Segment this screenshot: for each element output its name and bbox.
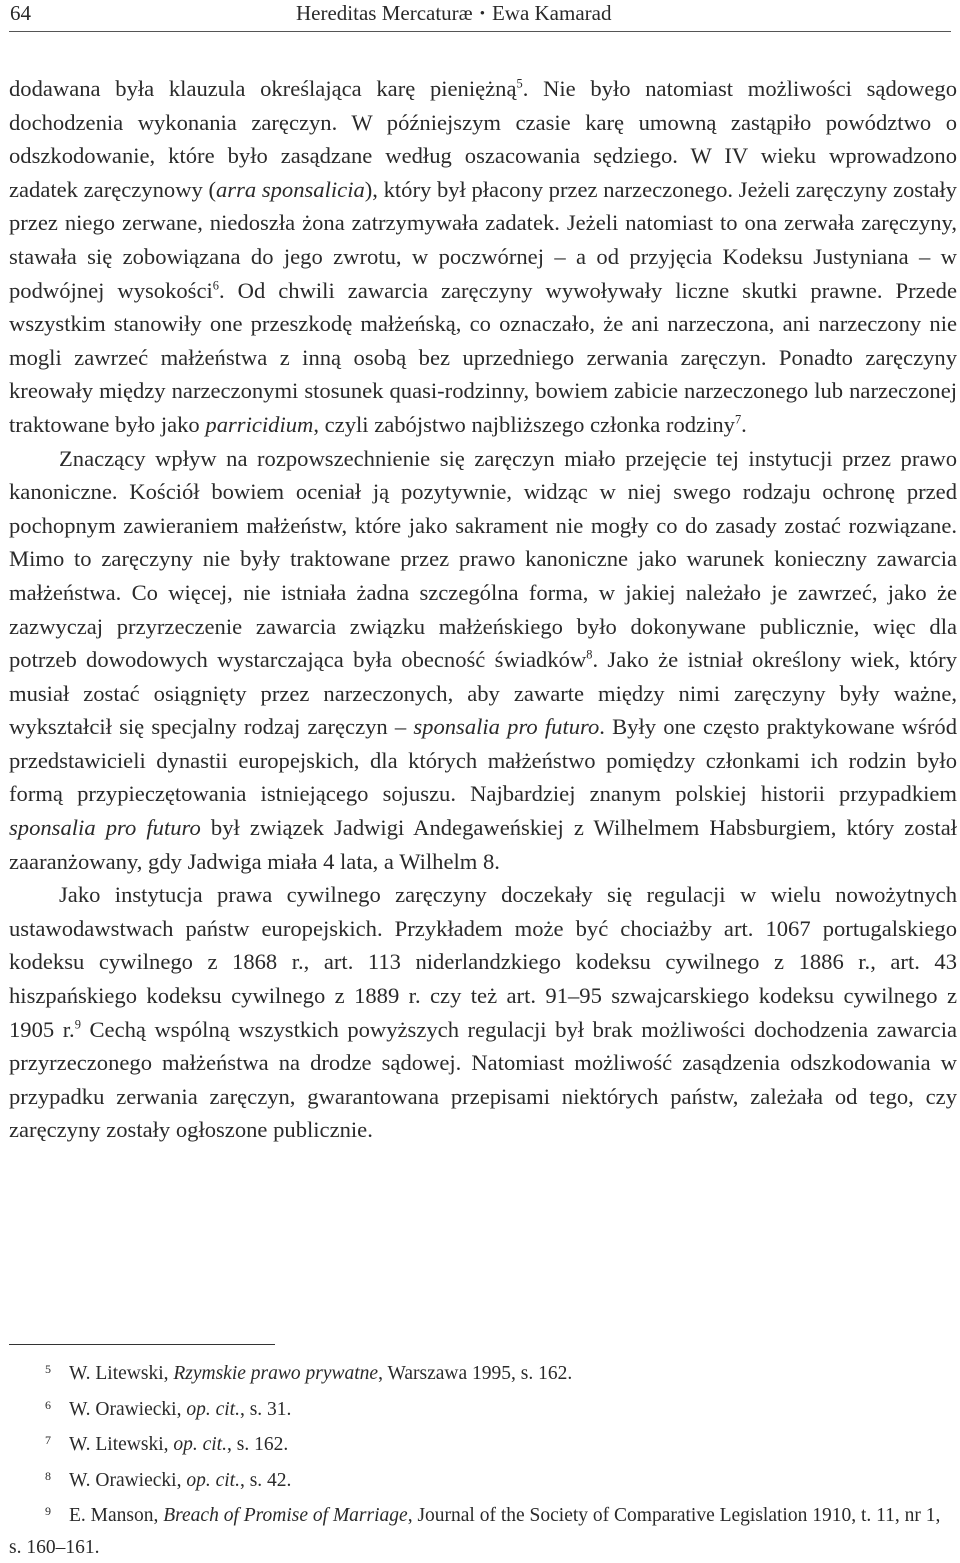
footnote-text: , Warszawa 1995, s. 162. (378, 1363, 573, 1384)
footnote-number: 8 (45, 1468, 51, 1483)
text-run: dodawana była klauzula określająca karę pieniężną (9, 76, 517, 101)
footnote-text: , s. 31. (239, 1398, 292, 1420)
paragraph-1 (9, 72, 957, 442)
footnote-rule (9, 1344, 275, 1345)
footnotes (9, 1354, 957, 1563)
footnote-text: W. Litewski, (69, 1434, 174, 1455)
footnote-number: 9 (45, 1504, 51, 1518)
text-run: , czyli zabójstwo najbliższego członka rodziny (313, 411, 735, 437)
italic-term: sponsalia pro futuro (9, 815, 201, 841)
footnote-title: op. cit. (173, 1434, 227, 1455)
footnote-number: 7 (45, 1433, 51, 1447)
journal-title: Hereditas Mercaturæ (296, 1, 473, 25)
footnote-8 (9, 1461, 957, 1497)
body-text (9, 72, 957, 1147)
running-head (296, 0, 611, 27)
footnote-5 (9, 1354, 957, 1390)
text-run: . Od chwili zawarcia zaręczyny wywoływały liczne skutki prawne. Przede wszystkim stanowiły one przeszkodę małżeńską, co oznaczało, że ani narzeczona, ani narzeczony nie mogli zawrzeć małżeństwa z inną osobą bez uprzedniego zerwania zaręczyn. Ponadto zaręczyny kreowały między narzeczonymi stosunek quasi-rodzinny, bowiem zabicie narzeczonego lub narzeczonej traktowane było jako (9, 277, 957, 437)
bullet-separator: • (479, 6, 485, 22)
author-name: Ewa Kamarad (491, 1, 612, 25)
footnote-ref-9[interactable]: 9 (74, 1016, 81, 1031)
footnote-ref-7[interactable]: 7 (734, 412, 742, 427)
paragraph-2 (9, 442, 957, 879)
text-run: . Nie było natomiast możliwości sądowego dochodzenia wykonania zaręczyn. W późniejszym czasie karę umowną zastąpiło powództwo o odszkodowanie, które było zasądzane według oszacowania sędziego. W IV wieku wprowadzono zadatek zaręczynowy ( (9, 76, 957, 202)
running-header (0, 0, 960, 31)
footnote-title: Rzymskie prawo prywatne (173, 1363, 379, 1384)
italic-term: sponsalia pro futuro (413, 714, 600, 740)
footnote-text: W. Orawiecki, (69, 1398, 187, 1420)
footnote-text: E. Manson, (69, 1505, 164, 1526)
footnote-text: , s. 162. (226, 1434, 289, 1455)
text-run: . Jako że istniał określony wiek, który musiał zostać osiągnięty przez narzeczonych, aby zawarte między nimi zaręczyny były ważne, wykształcił się specjalny rodzaj zaręczyn – (9, 647, 957, 740)
footnote-ref-8[interactable]: 8 (586, 647, 593, 662)
text-run: . (741, 411, 747, 437)
italic-term: arra sponsalicia (216, 176, 365, 202)
footnote-ref-6[interactable]: 6 (212, 277, 219, 292)
text-run: ), który był płacony przez narzeczonego. Jeżeli zaręczyny zostały przez niego zerwane, niedoszła żona zatrzymywała zadatek. Jeżeli natomiast to ona zerwała zaręczyny, stawała się zobowiązana do jego zwrotu, w poczwórnej – a od przyjęcia Kodeksu Justyniana – w podwójnej wysokości (9, 176, 957, 303)
footnote-title: op. cit. (186, 1398, 240, 1420)
footnote-text: , s. 42. (239, 1469, 292, 1491)
footnote-text: W. Orawiecki, (69, 1469, 187, 1491)
text-run: . Były one często praktykowane wśród przedstawicieli dynastii europejskich, dla których małżeństwo pomiędzy członkami ich rodzin było formą przypieczętowania istniejącego sojuszu. Najbardziej znanym polskiej historii przypadkiem (9, 714, 958, 807)
text-run: był związek Jadwigi Andegaweńskiej z Wilhelmem Habsburgiem, który został zaaranżowany, gdy Jadwiga miała 4 lata, a Wilhelm 8. (9, 815, 957, 874)
text-run: Jako instytucja prawa cywilnego zaręczyny doczekały się regulacji w wielu nowożytnych ustawodawstwach państw europejskich. Przykładem może być chociażby art. 1067 portugalskiego kodeksu cywilnego z 1868 r., art. 113 niderlandzkiego kodeksu cywilnego z 1886 r., art. 43 hiszpańskiego kodeksu cywilnego z 1889 r. czy też art. 91–95 szwajcarskiego kodeksu cywilnego z 1905 r. (9, 882, 957, 1042)
footnote-7 (9, 1425, 957, 1461)
footnote-9 (9, 1496, 957, 1563)
paragraph-3 (9, 878, 957, 1147)
text-run: Znaczący wpływ na rozpowszechnienie się zaręczyn miało przejęcie tej instytucji przez prawo kanoniczne. Kościół bowiem oceniał ją pozytywnie, widząc w niej swego rodzaju ochronę przed pochopnym zawieraniem małżeństw, które jako sakrament nie mogły co do zasady zostać rozwiązane. Mimo to zaręczyny nie były traktowane przez prawo kanoniczne jako warunek konieczny zawarcia małżeństwa. Co więcej, nie istniała żadna szczególna forma, w jakiej należało je zawrzeć, jako że zazwyczaj przyrzeczenie zawarcia związku małżeńskiego było dokonywane publicznie, więc dla potrzeb dowodowych wystarczająca była obecność świadków (9, 445, 957, 673)
footnote-6 (9, 1390, 957, 1426)
text-run: Cechą wspólną wszystkich powyższych regulacji był brak możliwości dochodzenia zawarcia przyrzeczonego małżeństwa na drodze sądowej. Natomiast możliwość zasądzenia odszkodowania w przypadku zerwania zaręczyn, gwarantowana przepisami niektórych państw, zależała od tego, czy zaręczyny zostały ogłoszone publicznie. (9, 1016, 958, 1143)
footnote-title: op. cit. (186, 1469, 240, 1491)
footnote-number: 6 (45, 1397, 51, 1412)
footnote-ref-5[interactable]: 5 (516, 76, 523, 91)
footnote-number: 5 (45, 1362, 51, 1376)
footnote-text: W. Litewski, (69, 1363, 174, 1384)
footnote-text: , Journal of the Society of Comparative Legislation 1910, t. 11, nr 1, s. 160–161. (9, 1505, 941, 1558)
italic-term: parricidium (205, 411, 314, 437)
page-number: 64 (10, 1, 31, 25)
header-rule (9, 31, 951, 32)
footnote-title: Breach of Promise of Marriage (163, 1505, 408, 1526)
